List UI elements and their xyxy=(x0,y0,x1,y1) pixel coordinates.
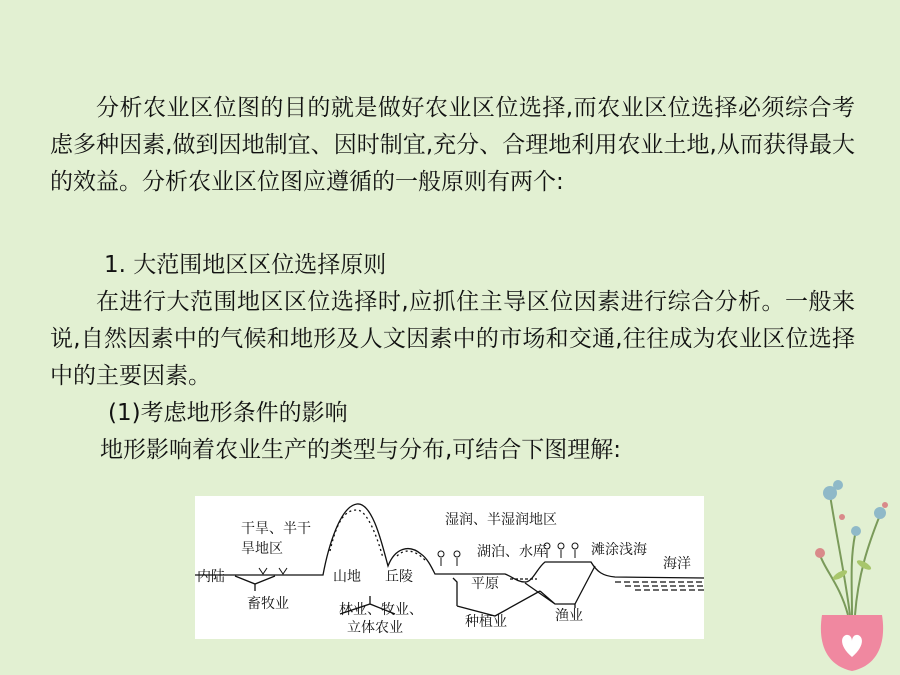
section-paragraph: 在进行大范围地区区位选择时,应抓住主导区位因素进行综合分析。一般来说,自然因素中的气候和地形及人文因素中的市场和交通,往往成为农业区位选择中的主要因素。 xyxy=(50,289,855,389)
label-farming: 种植业 xyxy=(465,614,507,630)
label-lakes: 湖泊、水库 xyxy=(477,544,547,560)
subsection-heading: (1)考虑地形条件的影响 xyxy=(108,400,348,426)
label-pastoral: 畜牧业 xyxy=(247,596,289,612)
terrain-agriculture-diagram xyxy=(195,496,704,639)
label-arid-2: 旱地区 xyxy=(241,541,283,557)
fishery-bracket xyxy=(525,566,595,608)
mountain-vegetation xyxy=(330,510,383,558)
label-ocean: 海洋 xyxy=(663,556,691,572)
label-plain: 平原 xyxy=(471,576,499,592)
label-arid-1: 干旱、半干 xyxy=(241,521,311,537)
label-fishery: 渔业 xyxy=(555,608,583,624)
intro-paragraph: 分析农业区位图的目的就是做好农业区位选择,而农业区位选择必须综合考虑多种因素,做到因地制宜、因时制宜,充分、合理地利用农业土地,从而获得最大的效益。分析农业区位图应遵循的一般原则有两个: xyxy=(50,95,855,195)
diagram-intro: 地形影响着农业生产的类型与分布,可结合下图理解: xyxy=(100,437,622,463)
label-forestry-2: 立体农业 xyxy=(347,620,403,636)
label-inland: 内陆 xyxy=(197,569,225,585)
label-forestry-1: 林业、牧业、 xyxy=(339,602,423,618)
flower-vase-icon xyxy=(800,465,900,675)
label-humid: 湿润、半湿润地区 xyxy=(445,512,557,528)
hill-vegetation xyxy=(397,551,425,560)
section-heading: 1. 大范围地区区位选择原则 xyxy=(104,252,387,278)
label-hill: 丘陵 xyxy=(385,569,413,585)
label-mountain: 山地 xyxy=(333,569,361,585)
label-mudflat: 滩涂浅海 xyxy=(591,542,647,558)
ocean-waves xyxy=(615,582,704,590)
pastoral-bracket xyxy=(235,576,275,591)
